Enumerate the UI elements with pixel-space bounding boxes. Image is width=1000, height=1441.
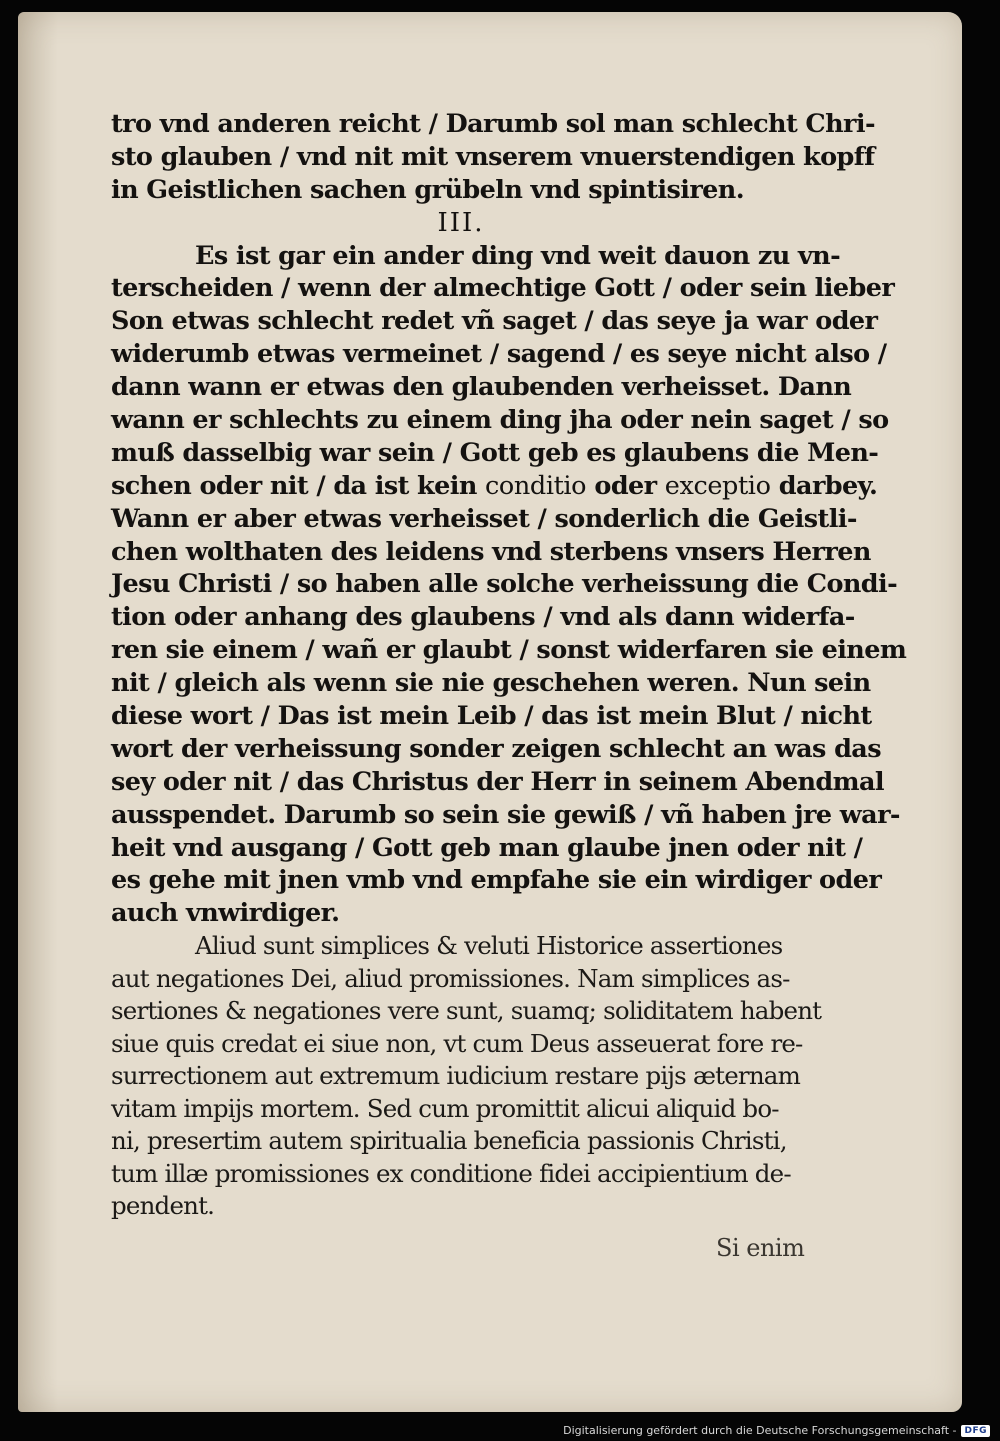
text-line: wann er schlechts zu einem ding jha oder nein saget / so bbox=[111, 405, 889, 436]
text-line: vitam impijs mortem. Sed cum promittit alicui aliquid bo- bbox=[111, 1093, 779, 1123]
text-segment: oder bbox=[586, 470, 665, 501]
text-line: sey oder nit / das Christus der Herr in seinem Abendmal bbox=[111, 766, 885, 797]
text-line: Son etwas schlecht redet vñ saget / das seye ja war oder bbox=[111, 306, 878, 337]
text-line: tum illæ promissiones ex conditione fidei accipientium de- bbox=[111, 1158, 791, 1188]
text-line: Jesu Christi / so haben alle solche verheissung die Condi- bbox=[111, 569, 898, 600]
section-heading: III. bbox=[437, 207, 485, 238]
book-page bbox=[18, 12, 962, 1412]
text-line: chen wolthaten des leidens vnd sterbens vnsers Herren bbox=[111, 536, 871, 567]
text-line: terscheiden / wenn der almechtige Gott / oder sein lieber bbox=[111, 273, 895, 304]
text-line: widerumb etwas vermeinet / sagend / es seye nicht also / bbox=[111, 339, 887, 370]
text-line: heit vnd ausgang / Gott geb man glaube jnen oder nit / bbox=[111, 832, 863, 863]
text-line-mixed bbox=[111, 470, 878, 503]
text-line: sertiones & negationes vere sunt, suamq; soliditatem habent bbox=[111, 996, 822, 1025]
text-line: Aliud sunt simplices & veluti Historice assertiones bbox=[195, 931, 783, 960]
footer-credit: Digitalisierung gefördert durch die Deutsche Forschungsgemeinschaft - bbox=[563, 1424, 957, 1437]
text-line: diese wort / Das ist mein Leib / das ist mein Blut / nicht bbox=[111, 701, 872, 732]
text-segment: darbey. bbox=[770, 470, 878, 501]
catchword: Si enim bbox=[716, 1234, 805, 1262]
text-line: surrectionem aut extremum iudicium restare pijs æternam bbox=[111, 1061, 801, 1090]
text-line: ausspendet. Darumb so sein sie gewiß / vñ haben jre war- bbox=[111, 799, 900, 830]
text-line: dann wann er etwas den glaubenden verheisset. Dann bbox=[111, 372, 852, 403]
text-line: sto glauben / vnd nit mit vnserem vnuerstendigen kopff bbox=[111, 141, 875, 172]
antiqua-word: conditio bbox=[485, 470, 587, 501]
text-line: Wann er aber etwas verheisset / sonderlich die Geistli- bbox=[111, 503, 857, 534]
text-line: nit / gleich als wenn sie nie geschehen weren. Nun sein bbox=[111, 668, 871, 699]
latin-text-block bbox=[111, 930, 822, 1223]
fraktur-text-block bbox=[111, 108, 907, 930]
text-line: siue quis credat ei siue non, vt cum Deus asseuerat fore re- bbox=[111, 1028, 803, 1058]
text-line: tro vnd anderen reicht / Darumb sol man schlecht Chri- bbox=[111, 109, 875, 139]
text-line: ren sie einem / wañ er glaubt / sonst widerfaren sie einem bbox=[111, 635, 907, 666]
antiqua-word: exceptio bbox=[664, 470, 771, 501]
text-line: ni, presertim autem spiritualia beneficia passionis Christi, bbox=[111, 1126, 787, 1155]
text-segment: schen oder nit / da ist kein bbox=[111, 470, 486, 501]
text-line: pendent. bbox=[111, 1191, 215, 1220]
text-line: in Geistlichen sachen grübeln vnd spintisiren. bbox=[111, 174, 745, 205]
text-line: tion oder anhang des glaubens / vnd als dann widerfa- bbox=[111, 602, 855, 633]
text-line: muß dasselbig war sein / Gott geb es glaubens die Men- bbox=[111, 437, 879, 468]
dfg-logo: DFG bbox=[961, 1425, 990, 1437]
text-line: aut negationes Dei, aliud promissiones. Nam simplices as- bbox=[111, 963, 790, 993]
digitization-footer bbox=[563, 1424, 990, 1437]
text-line: wort der verheissung sonder zeigen schlecht an was das bbox=[111, 733, 881, 764]
text-line: auch vnwirdiger. bbox=[111, 898, 340, 929]
text-line: Es ist gar ein ander ding vnd weit dauon zu vn- bbox=[195, 240, 841, 271]
text-line: es gehe mit jnen vmb vnd empfahe sie ein wirdiger oder bbox=[111, 865, 882, 896]
